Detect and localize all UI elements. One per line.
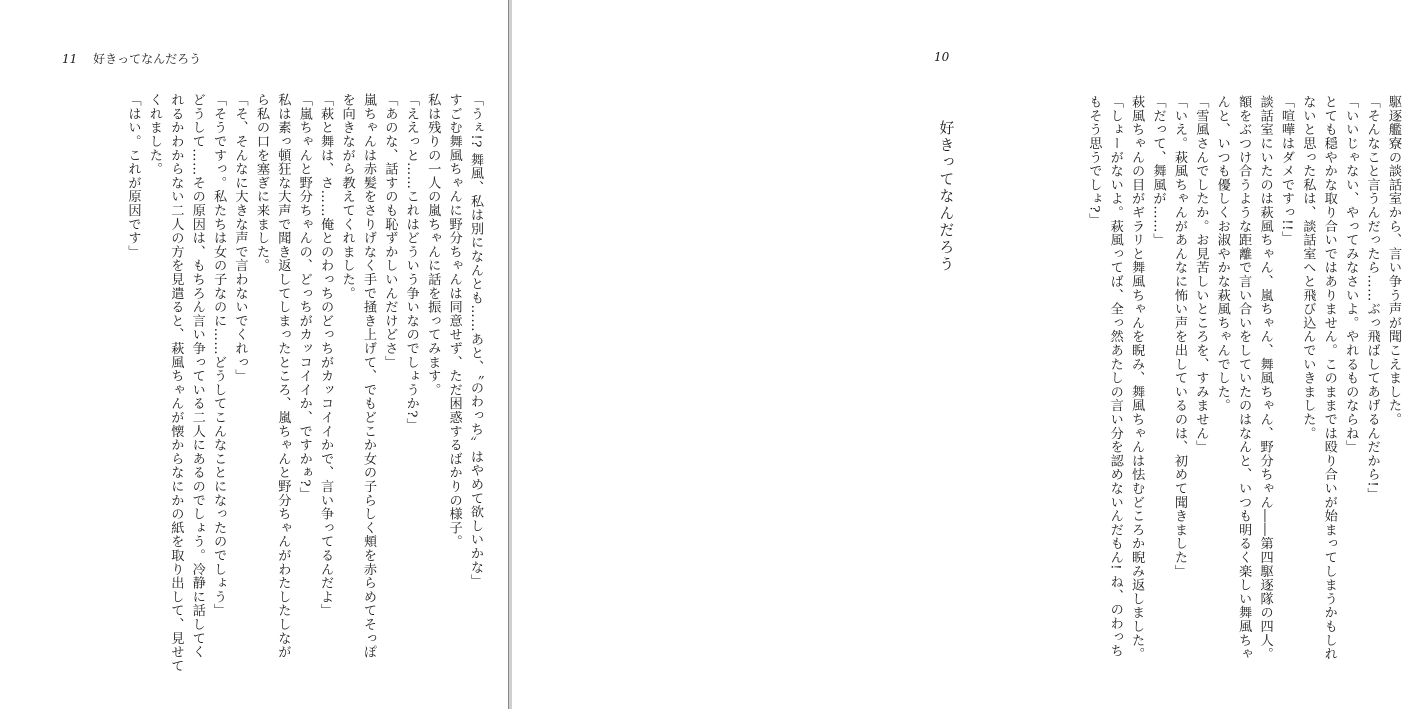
text-line: 「そ、そんなに大きな声で言わないでくれっ」 (232, 93, 248, 383)
text-line: 「萩と舞は、さ……俺とのわっちのどっちがカッコイイかで、言い争ってるんだよ」 (318, 93, 334, 618)
text-line: すごむ舞風ちゃんに野分ちゃんは同意せず、ただ困惑するばかりの様子。 (446, 93, 462, 549)
text-line: 「しょーがないよ。萩風ってば、全っ然あたしの言い分を認めないんだもん! ね、のわっち (1107, 95, 1123, 658)
text-line: 「そんなこと言うんだったら……ぶっ飛ばしてあげるんだから!」 (1364, 95, 1380, 502)
page-number-left: 11 (62, 52, 78, 66)
text-line: とても穏やかな取り合いではありません。このままでは殴り合いが始まってしまうかもしれ (1321, 95, 1337, 661)
chapter-title: 好きってなんだろう (937, 120, 956, 273)
page-number-right: 10 (934, 50, 950, 64)
text-line: 「喧嘩はダメですっ!!」 (1278, 95, 1294, 245)
text-line: 額をぶつけ合うような距離で言い合いをしていたのはなんと、いつも明るく楽しい舞風ちゃ (1236, 95, 1252, 661)
text-line: れるかわからない二人の方を見遣ると、萩風ちゃんが懐からなにかの紙を取り出して、見せて (168, 93, 184, 673)
text-line: を向きながら教えてくれました。 (339, 93, 355, 300)
text-line: んと、いつも優しくお淑やかな萩風ちゃんでした。 (1214, 95, 1230, 413)
right-page (512, 0, 1401, 709)
text-line: 「雪風さんでしたか。お見苦しいところを、すみません」 (1193, 95, 1209, 454)
running-head-title: 好きってなんだろう (93, 52, 202, 66)
text-line: 談話室にいたのは萩風ちゃん、嵐ちゃん、舞風ちゃん、野分ちゃん――第四駆逐隊の四人。 (1257, 95, 1273, 661)
text-line: もそう思うでしょ?」 (1086, 95, 1102, 227)
text-line: 「そうですっ。私たちは女の子なのに……どうしてこんなことになったのでしょう」 (211, 93, 227, 618)
text-line: 「嵐ちゃんと野分ちゃんの、どっちがカッコイイか、ですかぁ?」 (296, 93, 312, 501)
text-line: 「ええっと……これはどういう争いなのでしょうか?」 (403, 93, 419, 432)
left-page-body-text (66, 93, 486, 683)
text-line: 「だって、舞風が……」 (1150, 95, 1166, 247)
text-line: 嵐ちゃんは赤髪をさりげなく手で掻き上げて、でもどこか女の子らしく頬を赤らめてそっぽ (360, 93, 376, 659)
text-line: 私は素っ頓狂な大声で聞き返してしまったところ、嵐ちゃんと野分ちゃんがわたしたしなが (275, 93, 291, 659)
text-line: くれました。 (146, 93, 162, 176)
text-line: 「はい。これが原因です」 (125, 93, 141, 259)
running-header (62, 50, 201, 67)
text-line: 私は残りの一人の嵐ちゃんに話を振ってみます。 (425, 93, 441, 397)
right-page-body-text (1086, 95, 1404, 685)
text-line: どうして……その原因は、もちろん言い争っている二人にあるのでしょう。冷静に話してく (189, 93, 205, 659)
left-page (0, 0, 508, 709)
text-line: 「いえ。萩風ちゃんがあんなに怖い声を出しているのは、初めて聞きました」 (1171, 95, 1187, 578)
text-line: ないと思った私は、談話室へと飛び込んでいきました。 (1300, 95, 1316, 440)
text-line: 萩風ちゃんの目がギラリと舞風ちゃんを睨み、舞風ちゃんは怯むどころか睨み返しました。 (1129, 95, 1145, 661)
text-line: 「あのな、話すのも恥ずかしいんだけどさ」 (382, 93, 398, 369)
text-line: ら私の口を塞ぎに来ました。 (253, 93, 269, 273)
text-line: 駆逐艦寮の談話室から、言い争う声が聞こえました。 (1386, 95, 1401, 427)
text-line: 「うぇ!? 舞風、私は別になんとも……あと、〝のわっち〟はやめて欲しいかな」 (468, 93, 483, 588)
text-line: 「いいじゃない、やってみなさいよ。やれるものならね」 (1343, 95, 1359, 454)
